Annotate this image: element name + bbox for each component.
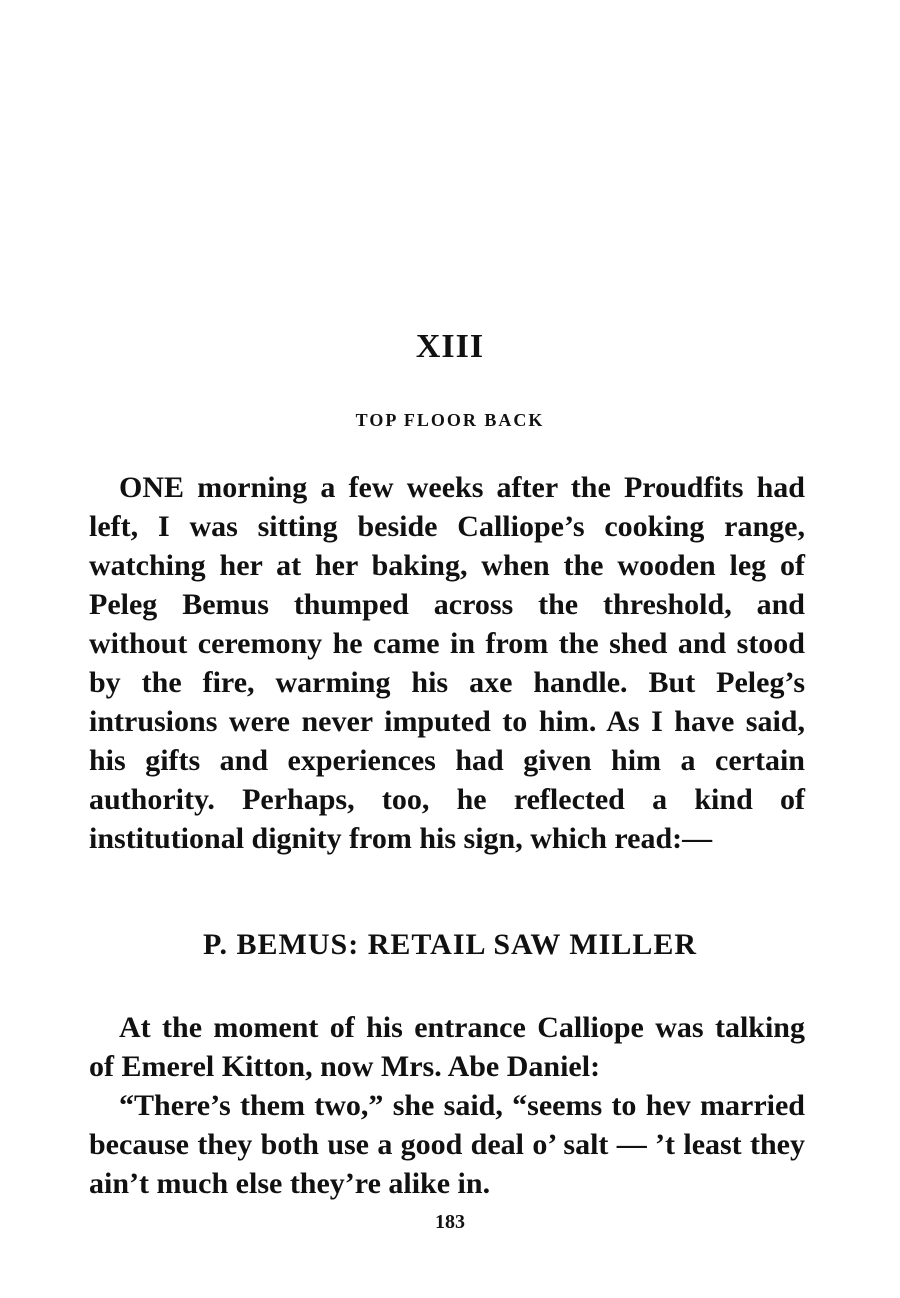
chapter-number: XIII [415, 328, 485, 365]
chapter-title: TOP FLOOR BACK [355, 410, 545, 430]
paragraph-two [89, 1008, 805, 1203]
paragraph-two-line-two: “There’s them two,” she said, “seems to hev married because they both use a good deal o’ salt — ’t least they ain’t much else they’re alike in. [89, 1089, 805, 1200]
paragraph-one-text: morning a few weeks after the Proudfits had left, I was sitting beside Calliope’s cooking range, watching her at her baking, when the wooden leg of Peleg Bemus thumped across the threshold, and without ceremony he came in from the shed and stood by the fire, warming his axe handle. But Peleg’s intrusions were never imputed to him. As I have said, his gifts and experiences had given him a certain authority. Perhaps, too, he reflected a kind of institutional dignity from his sign, which read:— [89, 471, 805, 855]
page-number: 183 [435, 1211, 465, 1233]
paragraph-one [89, 468, 805, 858]
paragraph-one-lead: ONE [119, 471, 185, 504]
saw-miller-sign: P. BEMUS: RETAIL SAW MILLER [202, 928, 698, 961]
paragraph-two-line-one: At the moment of his entrance Calliope was talking of Emerel Kitton, now Mrs. Abe Daniel: [89, 1011, 805, 1083]
